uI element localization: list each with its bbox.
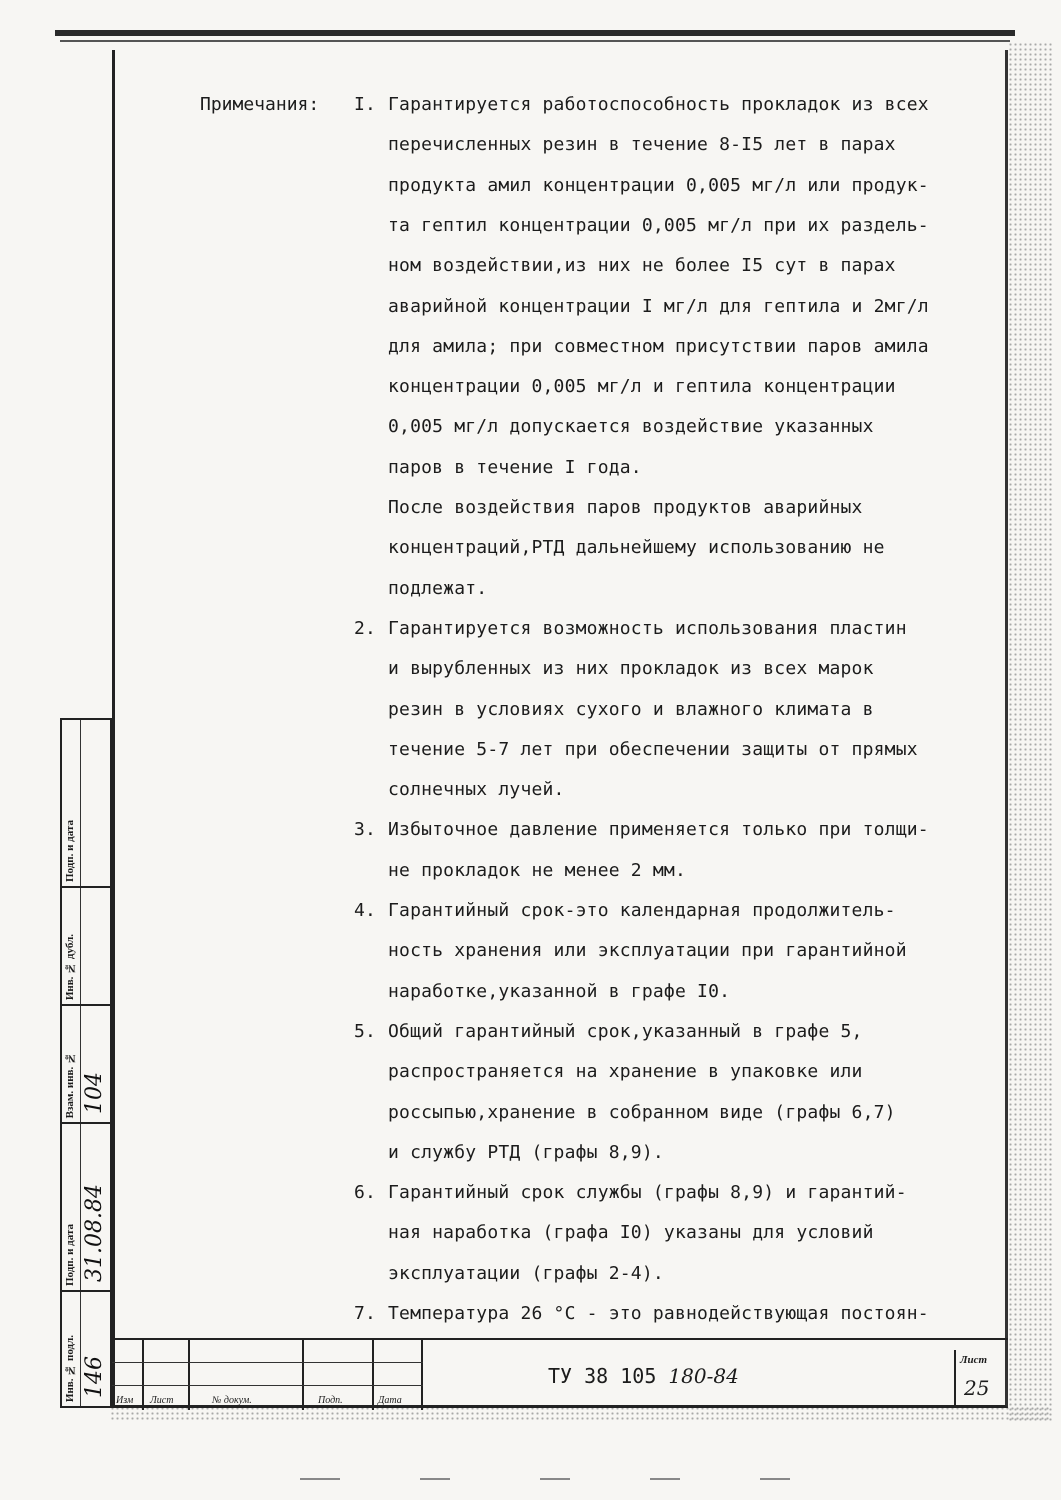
sheet-caption: Лист [960,1354,988,1366]
side-cell-sign-date-1 [62,720,110,888]
scan-mark [650,1478,680,1480]
side-stamp-strip [60,718,112,1408]
note-line: распространяется на хранение в упаковке или [388,1061,863,1083]
note-line: россыпью,хранение в собранном виде (графы 6,7) [388,1101,896,1123]
tb-caption-date: Дата [378,1395,402,1406]
document-code [548,1364,739,1388]
tb-caption-sheet: Лист [150,1395,174,1406]
scan-mark [420,1478,450,1480]
scan-mark [540,1478,570,1480]
note-line: паров в течение I года. [388,456,642,478]
note-line: ность хранения или эксплуатации при гарантийной [388,940,907,962]
note-line: Общий гарантийный срок,указанный в графе 5, [388,1020,863,1042]
note-line: Гарантируется возможность использования пластин [388,617,907,639]
side-cell-orig-inv [62,1292,110,1406]
side-cell-replace-inv [62,1006,110,1124]
side-label: Взам. инв. № [64,1051,76,1118]
note-line: солнечных лучей. [388,779,565,801]
scan-mark [300,1478,340,1480]
note-line: ном воздействии,из них не более I5 сут в парах [388,255,896,277]
document-code-handwritten: 180-84 [668,1364,739,1388]
side-cell-sign-date-2 [62,1124,110,1292]
sheet-number: 25 [964,1376,990,1400]
tb-row-line [112,1385,423,1386]
note-line: подлежат. [388,577,488,599]
top-border-line-thin [60,40,1010,42]
note-line: аварийной концентрации I мг/л для гептила и 2мг/л [388,295,929,317]
note-line: не прокладок не менее 2 мм. [388,859,686,881]
side-label: Подп. и дата [64,1223,76,1286]
side-cell-dup-inv [62,888,110,1006]
scan-noise-right [1008,42,1054,1422]
note-line: резин в условиях сухого и влажного климата в [388,698,874,720]
note-line: перечисленных резин в течение 8-I5 лет в парах [388,134,896,156]
side-value: 104 [82,1072,107,1114]
note-number: I. [354,94,377,115]
side-label: Подп. и дата [64,819,76,882]
note-line: концентрации 0,005 мг/л и гептила концентрации [388,376,896,398]
note-number: 4. [354,900,377,921]
note-line: После воздействия паров продуктов аварийных [388,497,863,518]
note-line: для амила; при совместном присутствии паров амила [388,335,929,357]
tb-row-line [112,1362,423,1363]
note-line: Гарантийный срок службы (графы 8,9) и гарантий- [388,1182,907,1204]
note-number: 6. [354,1182,377,1204]
tb-caption-change: Изм [116,1395,134,1406]
note-line: ная наработка (графа I0) указаны для условий [388,1222,874,1244]
note-line: 0,005 мг/л допускается воздействие указанных [388,416,874,438]
side-value: 31.08.84 [82,1184,107,1282]
page-frame [112,50,1008,1408]
top-border-line [55,30,1015,36]
note-number: 2. [354,617,377,639]
scan-mark [760,1478,790,1480]
note-line: Температура 26 °С - это равнодействующая постоян- [388,1303,929,1324]
side-value: 146 [82,1356,107,1398]
note-line: Гарантийный срок-это календарная продолжитель- [388,900,896,921]
note-line: концентраций,РТД дальнейшему использованию не [388,537,885,559]
document-code-printed: ТУ 38 105 [548,1364,657,1388]
note-number: 7. [354,1303,377,1324]
note-line: течение 5-7 лет при обеспечении защиты от прямых [388,738,918,760]
note-line: продукта амил концентрации 0,005 мг/л или продук- [388,174,929,196]
notes-heading: Примечания: [200,94,320,115]
side-label: Инв. № дубл. [64,933,76,1000]
note-line: и вырубленных из них прокладок из всех марок [388,658,874,680]
note-line: Гарантируется работоспособность прокладок из всех [388,94,929,115]
note-line: Избыточное давление применяется только при толщи- [388,819,929,841]
tb-caption-docnum: № докум. [212,1395,252,1406]
note-line: эксплуатации (графы 2-4). [388,1262,664,1284]
note-line: та гептил концентрации 0,005 мг/л при их раздель- [388,214,929,236]
note-line: и службу РТД (графы 8,9). [388,1141,664,1163]
note-line: наработке,указанной в графе I0. [388,980,731,1002]
note-number: 3. [354,819,377,841]
tb-caption-sign: Подп. [318,1395,343,1406]
side-label: Инв. № подл. [64,1334,76,1402]
note-number: 5. [354,1020,377,1042]
